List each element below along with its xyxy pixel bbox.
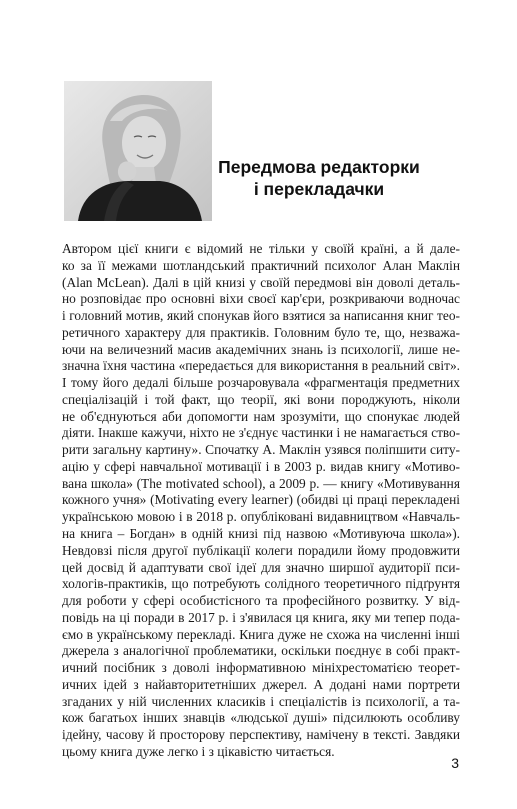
text-line: спеціалізацій і той факт, що теорії, які вони породжують, ніколи [62,391,460,407]
text-line: ідейну, часову й просторову перспективу, намічену в тексті. Завдяки [62,727,460,743]
text-line: і головний мотив, який спонукав його взятися за написання книг тео- [62,308,460,324]
text-line: (Alan McLean). Далі в цій книзі у своїй передмові він доволі деталь- [62,274,460,290]
heading-line-2: і перекладачки [253,179,385,199]
text-line: не об'єднуються аби допомогти нам зрозуміти, що спонукає людей [62,408,460,424]
text-line: ацію у сфері навчальної мотивації і в 2003 р. видав книгу «Мотиво- [62,458,460,474]
heading-line-1: Передмова редакторки [218,157,420,177]
text-line: ичних ідей з найавторитетніших джерел. А додані нами портрети [62,676,460,692]
page-number: 3 [451,755,459,771]
text-line: джерела з аналогічної проблематики, оскільки поєднує в собі практ- [62,643,460,659]
text-line: для роботи у сфері особистісного та професійного розвитку. У від- [62,593,460,609]
text-line: на книга – Богдан» в одній книзі під назвою «Мотивуюча школа»). [62,526,460,542]
text-line: вана школа» (The motivated school), а 2009 р. — книгу «Мотивування [62,475,460,491]
text-line: ретичного характеру для практиків. Головним було те, що, незважа- [62,324,460,340]
text-line: Невдовзі після другої публікації колеги порадили йому продовжити [62,542,460,558]
text-line: кож багатьох інших знавців «людської душі» підсилюють особливу [62,710,460,726]
text-line: І тому його дедалі більше розчаровувала «фрагментація предметних [62,375,460,391]
text-line: ючи на величезний масив академічних знань із психології, лише не- [62,341,460,357]
text-line: ичний посібник з доволі інформативною мініхрестоматією теорет- [62,660,460,676]
text-line: ємо в українському перекладі. Книга дуже не схожа на численні інші [62,626,460,642]
text-line: Автором цієї книги є відомий не тільки у своїй країні, а й дале- [62,241,460,256]
text-line: хологів-практиків, що потребують солідного теоретичного підґрунтя [62,576,460,592]
text-line: но розповідає про основні віхи своєї кар'єри, розкриваючи водночас [62,291,460,307]
text-line: повідь на ці поради в 2017 р. і з'явилася ця книга, яку ми тепер пода- [62,609,460,625]
portrait-image [64,81,212,221]
text-line-last: цьому книга дуже легко і з цікавістю читається. [62,743,335,759]
text-line: кожного учня» (Motivating every learner) (обидві ці праці перекладені [62,492,460,508]
text-line: рити загальну картину». Спочатку А. Маклін узявся поліпшити ситу- [62,442,460,458]
text-line: значна їхня частина «передається для використання в реальний світ». [62,358,460,374]
text-line: ко за її межами шотландський практичний психолог Алан Маклін [62,257,460,273]
section-heading [212,156,426,200]
text-line: українською мовою і в 2018 р. опубліковані видавництвом «Навчаль- [62,509,460,525]
author-portrait [64,81,212,221]
text-line: згаданих у ній численних класиків і спеціалістів із психології, а та- [62,693,460,709]
body-paragraph [62,241,460,761]
text-line: діяти. Інакше кажучи, ніхто не з'єднує частинки і не намагається ство- [62,425,460,441]
text-line: цей досвід й адаптувати свої ідеї для значно ширшої аудиторії пси- [62,559,460,575]
